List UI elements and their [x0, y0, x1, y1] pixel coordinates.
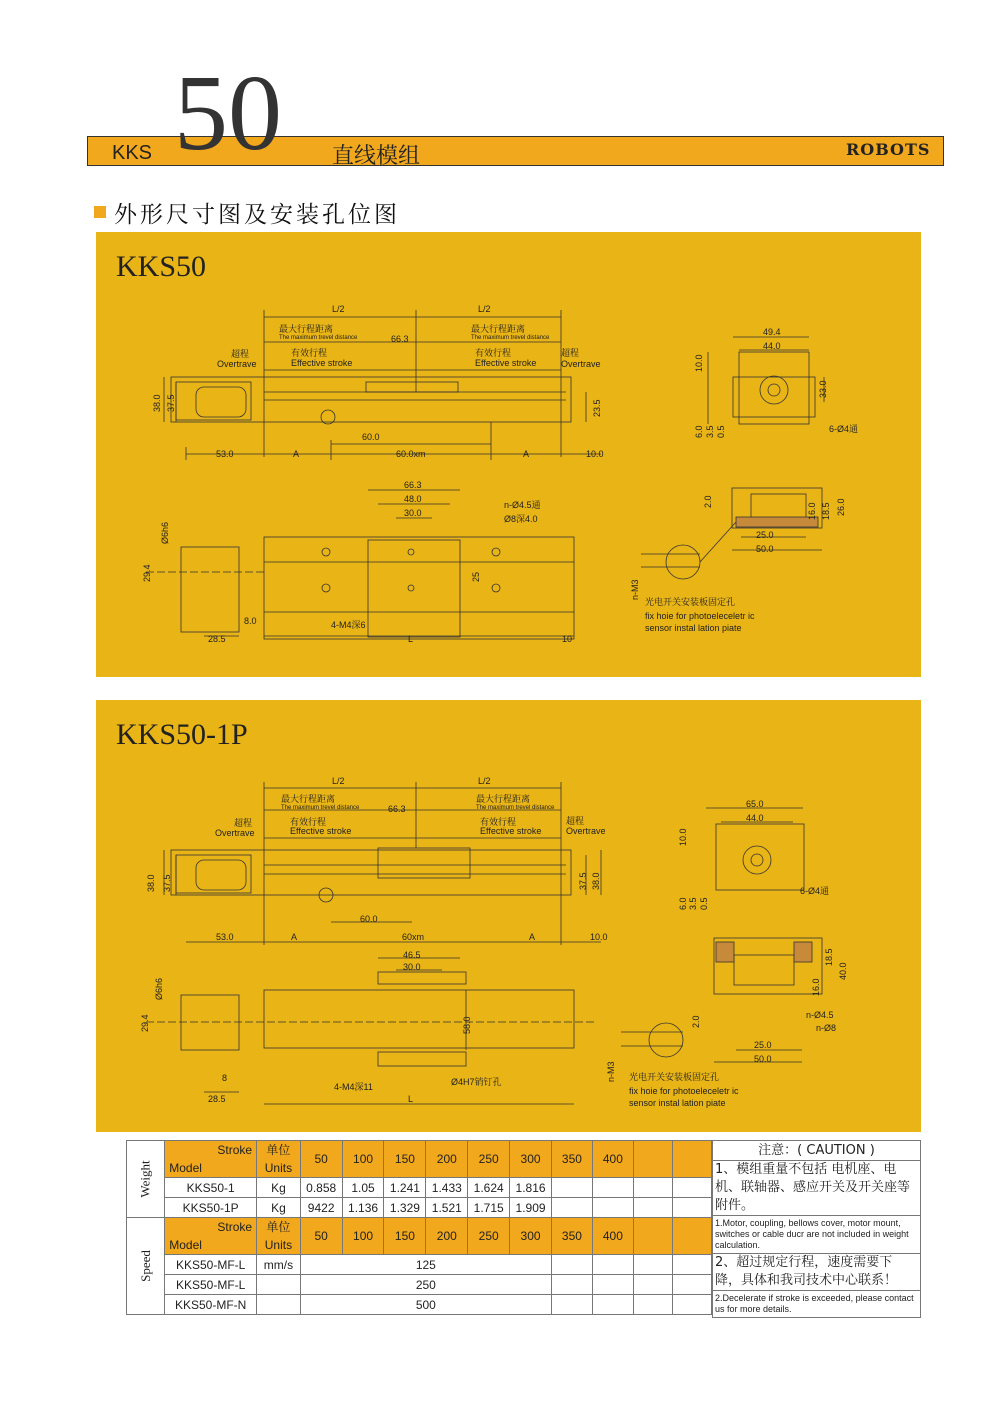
top-dim-46-5: 46.5 — [403, 950, 421, 960]
speed-header-row — [127, 1218, 712, 1255]
top-dim-29-4: 29.4 — [140, 1014, 150, 1032]
value-cell: 1.329 — [384, 1198, 426, 1218]
sec-dim-50: 50.0 — [754, 1054, 772, 1064]
top-dim-30: 30.0 — [403, 962, 421, 972]
top-shaft: Ø6h6 — [154, 977, 164, 1000]
end-dim-6: 6.0 — [678, 897, 688, 910]
end-dim-3-5: 3.5 — [705, 425, 715, 438]
caution-note-2-cn: 2、超过规定行程，速度需要下降，具体和我司技术中心联系！ — [713, 1254, 920, 1291]
end-dim-65: 65.0 — [746, 799, 764, 809]
end-dim-0-5: 0.5 — [699, 897, 709, 910]
stroke-model-header: Stroke Model — [165, 1141, 257, 1178]
sensor-cn: 光电开关安装板固定孔 — [629, 1072, 720, 1082]
top-l: L — [408, 634, 414, 644]
end-dim-0-5: 0.5 — [716, 425, 726, 438]
end-dim-10: 10.0 — [694, 354, 704, 372]
value-cell: 0.858 — [300, 1178, 342, 1198]
technical-labels-kks50 — [96, 232, 921, 677]
value-cell: 1.241 — [384, 1178, 426, 1198]
spec-table — [126, 1140, 712, 1315]
value-cell: 1.624 — [468, 1178, 510, 1198]
dim-38: 38.0 — [152, 394, 162, 412]
value-cell — [592, 1178, 633, 1198]
value-cell — [633, 1178, 672, 1198]
effective-cn-2: 有效行程 — [480, 817, 517, 827]
effective-en-2: Effective stroke — [475, 358, 537, 368]
top-dim-48: 48.0 — [404, 494, 422, 504]
effective-cn-1: 有效行程 — [290, 817, 327, 827]
dim-37-5-right: 37.5 — [578, 872, 588, 890]
unit-cell — [257, 1275, 301, 1295]
dim-l-half-2: L/2 — [478, 776, 491, 786]
dim-53: 53.0 — [216, 449, 234, 459]
top-dim-10: 10 — [562, 634, 573, 644]
drawing-panel-kks50-1p — [96, 700, 921, 1132]
unit-cell: Kg — [257, 1178, 301, 1198]
stroke-cell: 350 — [551, 1141, 592, 1178]
top-m4: 4-M4深11 — [334, 1082, 373, 1092]
speed-row — [127, 1255, 712, 1275]
effective-en-1: Effective stroke — [290, 826, 352, 836]
caution-note-2-en: 2.Decelerate if stroke is exceeded, please contact us for more details. — [715, 1293, 914, 1314]
speed-value: 500 — [300, 1295, 551, 1315]
effective-cn-1: 有效行程 — [291, 348, 328, 358]
header-brand: ROBOTS — [846, 140, 931, 159]
sec-dim-50: 50.0 — [756, 544, 774, 554]
top-dim-28-5: 28.5 — [208, 1094, 226, 1104]
dim-37-5: 37.5 — [162, 874, 172, 892]
effective-cn-2: 有效行程 — [475, 348, 512, 358]
caution-title: 注意：( CAUTION ) — [713, 1141, 920, 1161]
stroke-model-header: Stroke Model — [165, 1218, 257, 1255]
stroke-cell: 150 — [384, 1218, 426, 1255]
overtravel-cn-1: 超程 — [231, 349, 250, 359]
sensor-m3: n-M3 — [606, 1061, 616, 1082]
stroke-cell: 300 — [510, 1141, 552, 1178]
top-shaft: Ø6h6 — [160, 521, 170, 544]
end-dim-10: 10.0 — [678, 828, 688, 846]
dim-60: 60.0 — [360, 914, 378, 924]
weight-side-label: Weight — [127, 1141, 165, 1218]
sec-n45: n-Ø4.5 — [806, 1010, 834, 1020]
end-dim-44: 44.0 — [763, 341, 781, 351]
sec-dim-40: 40.0 — [838, 962, 848, 980]
value-cell — [672, 1198, 711, 1218]
overtravel-en-1: Overtrave — [215, 828, 255, 838]
unit-cell — [257, 1295, 301, 1315]
dim-l-half-2: L/2 — [478, 304, 491, 314]
top-dim-28-5: 28.5 — [208, 634, 226, 644]
dim-23-5: 23.5 — [592, 399, 602, 417]
drawing-panel-kks50 — [96, 232, 921, 677]
sec-dim-26: 26.0 — [836, 498, 846, 516]
dim-66-3: 66.3 — [391, 334, 409, 344]
stroke-cell — [672, 1141, 711, 1178]
sec-dim-18-5: 18.5 — [821, 502, 831, 520]
top-dim-8: 8.0 — [244, 616, 257, 626]
stroke-cell — [633, 1141, 672, 1178]
dim-38-right: 38.0 — [591, 872, 601, 890]
dim-a-2: A — [523, 449, 530, 459]
end-dim-3-5: 3.5 — [688, 897, 698, 910]
weight-row — [127, 1198, 712, 1218]
units-header: 单位 Units — [257, 1218, 301, 1255]
end-dim-6: 6.0 — [694, 425, 704, 438]
top-pin: Ø4H7销钉孔 — [451, 1077, 502, 1087]
dim-37-5: 37.5 — [166, 394, 176, 412]
value-cell — [551, 1178, 592, 1198]
technical-labels-kks50-1p — [96, 700, 921, 1132]
speed-side-label: Speed — [127, 1218, 165, 1315]
speed-value: 250 — [300, 1275, 551, 1295]
max-travel-en-1: The maximum trevel distance — [281, 805, 360, 811]
value-cell: 1.816 — [510, 1178, 552, 1198]
stroke-cell: 200 — [426, 1141, 468, 1178]
header-prefix: KKS — [112, 142, 153, 164]
weight-header-row — [127, 1141, 712, 1178]
caution-box — [712, 1140, 921, 1318]
unit-cell: mm/s — [257, 1255, 301, 1275]
top-dim-29-4: 29.4 — [142, 564, 152, 582]
panel-title: KKS50 — [116, 250, 207, 283]
sec-dim-25: 25.0 — [756, 530, 774, 540]
dim-a-1: A — [293, 449, 300, 459]
dim-10: 10.0 — [586, 449, 604, 459]
panel-title: KKS50-1P — [116, 718, 248, 751]
header-model-number: 50 — [174, 54, 282, 173]
top-dim-25: 25 — [471, 571, 481, 582]
dim-60: 60.0 — [362, 432, 380, 442]
dim-60xm: 60.0xm — [396, 449, 426, 459]
value-cell: 1.433 — [426, 1178, 468, 1198]
top-dim-30: 30.0 — [404, 508, 422, 518]
end-holes: 6-Ø4通 — [829, 424, 859, 434]
dim-a-1: A — [291, 932, 298, 942]
sec-n8: n-Ø8 — [816, 1023, 837, 1033]
stroke-cell — [672, 1218, 711, 1255]
caution-note-1-en: 1.Motor, coupling, bellows cover, motor mount, switches or cable ducr are not included in weight calculation. — [713, 1216, 920, 1254]
model-cell: KKS50-MF-L — [165, 1255, 257, 1275]
overtravel-en-2: Overtrave — [566, 826, 606, 836]
sensor-en-2: sensor instal lation piate — [645, 623, 742, 633]
overtravel-cn-1: 超程 — [234, 818, 253, 828]
model-cell: KKS50-MF-N — [165, 1295, 257, 1315]
unit-cell: Kg — [257, 1198, 301, 1218]
stroke-cell: 250 — [468, 1218, 510, 1255]
end-dim-33: 33.0 — [818, 380, 828, 398]
dim-60xm: 60xm — [402, 932, 425, 942]
overtravel-cn-2: 超程 — [561, 348, 580, 358]
top-dim-58: 58.0 — [462, 1016, 472, 1034]
value-cell: 1.715 — [468, 1198, 510, 1218]
stroke-cell: 100 — [342, 1141, 384, 1178]
model-cell: KKS50-1 — [165, 1178, 257, 1198]
end-dim-49-4: 49.4 — [763, 327, 781, 337]
sensor-en-1: fix hoie for photoeleceletr ic — [629, 1086, 739, 1096]
sensor-en-2: sensor instal lation piate — [629, 1098, 726, 1108]
speed-row — [127, 1275, 712, 1295]
top-cbore: Ø8深4.0 — [504, 514, 538, 524]
top-m4: 4-M4深6 — [331, 620, 366, 630]
caution-note-1-cn: 1、模组重量不包括 电机座、电机、联轴器、感应开关及开关座等附件。 — [713, 1161, 920, 1216]
effective-en-2: Effective stroke — [480, 826, 542, 836]
value-cell: 9422 — [300, 1198, 342, 1218]
max-travel-cn-1: 最大行程距离 — [279, 324, 334, 334]
top-dim-8: 8 — [222, 1073, 228, 1083]
section-bullet-icon — [94, 206, 106, 218]
sec-dim-2: 2.0 — [691, 1015, 701, 1028]
sensor-m3: n-M3 — [630, 579, 640, 600]
sec-dim-16: 16.0 — [807, 502, 817, 520]
value-cell — [633, 1198, 672, 1218]
stroke-cell: 200 — [426, 1218, 468, 1255]
max-travel-cn-2: 最大行程距离 — [471, 324, 526, 334]
top-hole: n-Ø4.5通 — [504, 500, 541, 510]
value-cell — [551, 1198, 592, 1218]
dim-38: 38.0 — [146, 874, 156, 892]
stroke-cell: 400 — [592, 1218, 633, 1255]
weight-row — [127, 1178, 712, 1198]
max-travel-en-2: The maximum trevel distance — [476, 805, 555, 811]
section-title: 外形尺寸图及安装孔位图 — [114, 202, 400, 228]
dim-l-half-1: L/2 — [332, 304, 345, 314]
overtravel-en-1: Overtrave — [217, 359, 257, 369]
sensor-cn: 光电开关安装板固定孔 — [645, 597, 736, 607]
value-cell — [672, 1178, 711, 1198]
sec-dim-25: 25.0 — [754, 1040, 772, 1050]
stroke-cell: 250 — [468, 1141, 510, 1178]
value-cell: 1.521 — [426, 1198, 468, 1218]
stroke-cell: 50 — [300, 1141, 342, 1178]
overtravel-cn-2: 超程 — [566, 816, 585, 826]
sec-dim-16: 16.0 — [811, 978, 821, 996]
value-cell — [592, 1198, 633, 1218]
effective-en-1: Effective stroke — [291, 358, 353, 368]
sensor-en-1: fix hoie for photoeleceletr ic — [645, 611, 755, 621]
model-cell: KKS50-1P — [165, 1198, 257, 1218]
dim-10: 10.0 — [590, 932, 608, 942]
max-travel-en-2: The maximum trevel distance — [471, 335, 550, 341]
stroke-cell: 350 — [551, 1218, 592, 1255]
dim-l-half-1: L/2 — [332, 776, 345, 786]
overtravel-en-2: Overtrave — [561, 359, 601, 369]
speed-value: 125 — [300, 1255, 551, 1275]
dim-53: 53.0 — [216, 932, 234, 942]
stroke-cell: 300 — [510, 1218, 552, 1255]
stroke-cell: 400 — [592, 1141, 633, 1178]
top-dim-66-3: 66.3 — [404, 480, 422, 490]
value-cell: 1.05 — [342, 1178, 384, 1198]
stroke-cell: 100 — [342, 1218, 384, 1255]
dim-a-2: A — [529, 932, 536, 942]
max-travel-en-1: The maximum trevel distance — [279, 335, 358, 341]
end-holes: 6-Ø4通 — [800, 886, 830, 896]
value-cell: 1.909 — [510, 1198, 552, 1218]
dim-66-3: 66.3 — [388, 804, 406, 814]
model-cell: KKS50-MF-L — [165, 1275, 257, 1295]
sec-dim-2: 2.0 — [703, 495, 713, 508]
stroke-cell — [633, 1218, 672, 1255]
stroke-cell: 150 — [384, 1141, 426, 1178]
header-title: 直线模组 — [332, 144, 421, 169]
speed-row — [127, 1295, 712, 1315]
end-dim-44: 44.0 — [746, 813, 764, 823]
top-l: L — [408, 1094, 414, 1104]
max-travel-cn-1: 最大行程距离 — [281, 794, 336, 804]
value-cell: 1.136 — [342, 1198, 384, 1218]
max-travel-cn-2: 最大行程距离 — [476, 794, 531, 804]
sec-dim-18-5: 18.5 — [824, 948, 834, 966]
units-header: 单位 Units — [257, 1141, 301, 1178]
stroke-cell: 50 — [300, 1218, 342, 1255]
